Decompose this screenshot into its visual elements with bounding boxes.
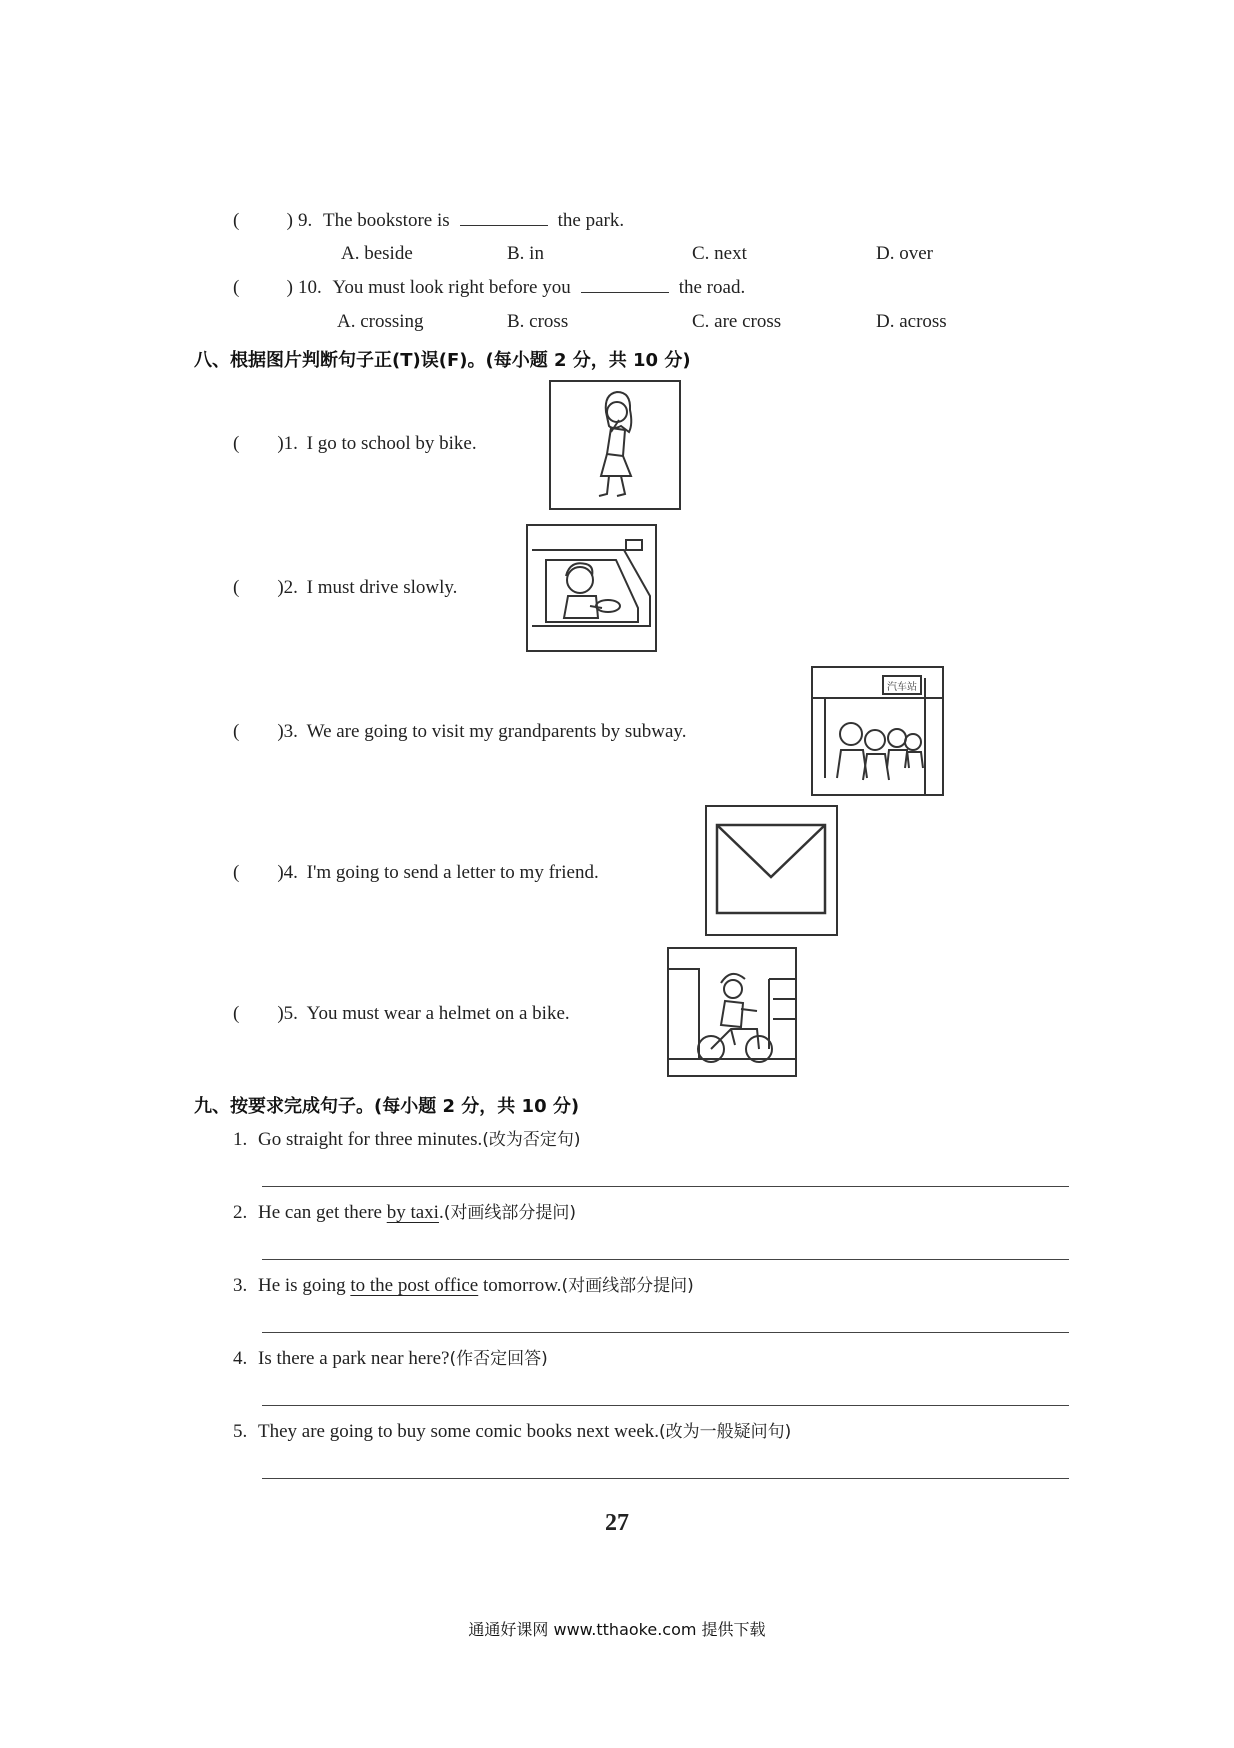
page-number: 27 [605, 1510, 629, 1536]
section9-item-3: 3. He is going to the post office tomorrow.(对画线部分提问) [233, 1275, 694, 1296]
fill-blank-q10[interactable] [581, 278, 669, 293]
q10-option-d[interactable]: D. across [876, 311, 947, 332]
q10-option-a[interactable]: A. crossing [337, 311, 424, 332]
q9-option-b[interactable]: B. in [507, 243, 544, 264]
q10-option-b[interactable]: B. cross [507, 311, 569, 332]
section9-item-4: 4. Is there a park near here?(作否定回答) [233, 1348, 548, 1369]
q10-option-c[interactable]: C. are cross [692, 311, 782, 332]
section8-item-2: ( )2. I must drive slowly. [233, 577, 458, 598]
section8-item-5: ( )5. You must wear a helmet on a bike. [233, 1003, 570, 1024]
answer-paren-s8-5[interactable]: ( [233, 1003, 240, 1024]
bus-station-sign: 汽车站 [887, 682, 917, 693]
q9-option-d[interactable]: D. over [876, 243, 933, 264]
answer-paren-s8-2[interactable]: ( [233, 577, 240, 598]
question-10: 10. You must look right before you the road. [298, 277, 746, 298]
q9-option-a[interactable]: A. beside [341, 243, 413, 264]
section8-item-1: ( )1. I go to school by bike. [233, 433, 477, 454]
section9-item-1: 1. Go straight for three minutes.(改为否定句) [233, 1129, 581, 1150]
question-9: 9. The bookstore is the park. [298, 210, 625, 231]
answer-line-s9-3[interactable] [262, 1332, 1069, 1333]
answer-paren-s8-1[interactable]: ( [233, 433, 240, 454]
q9-option-c[interactable]: C. next [692, 243, 747, 264]
answer-line-s9-2[interactable] [262, 1259, 1069, 1260]
answer-paren-s8-4[interactable]: ( [233, 862, 240, 883]
answer-line-s9-4[interactable] [262, 1405, 1069, 1406]
section8-item-4: ( )4. I'm going to send a letter to my friend. [233, 862, 599, 883]
section9-heading: 九、按要求完成句子。(每小题 2 分，共 10 分) [194, 1096, 580, 1117]
section8-item-3: ( )3. We are going to visit my grandparents by subway. [233, 721, 687, 742]
picture-envelope [705, 805, 838, 936]
section9-item-2: 2. He can get there by taxi.(对画线部分提问) [233, 1202, 576, 1223]
section9-item-5: 5. They are going to buy some comic books next week.(改为一般疑问句) [233, 1421, 792, 1442]
answer-paren-s8-3[interactable]: ( [233, 721, 240, 742]
answer-line-s9-1[interactable] [262, 1186, 1069, 1187]
answer-line-s9-5[interactable] [262, 1478, 1069, 1479]
picture-man-driving-car [526, 524, 657, 652]
fill-blank-q9[interactable] [460, 211, 548, 226]
section8-heading: 八、根据图片判断句子正(T)误(F)。(每小题 2 分，共 10 分) [194, 350, 691, 371]
picture-bus-station-crowd [811, 666, 944, 796]
picture-child-cycling-with-helmet [667, 947, 797, 1077]
picture-girl-walking [549, 380, 681, 510]
footer-download-credit: 通通好课网 www.tthaoke.com 提供下载 [468, 1620, 766, 1639]
